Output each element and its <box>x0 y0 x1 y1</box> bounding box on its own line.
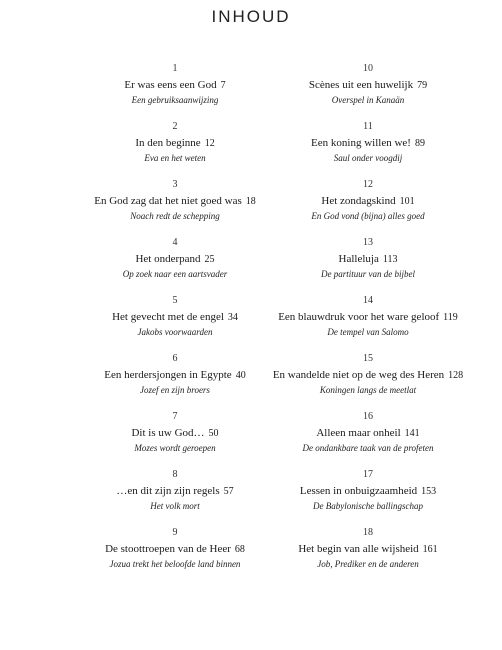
chapter-page: 50 <box>208 428 219 439</box>
toc-entry <box>253 180 483 221</box>
chapter-page: 68 <box>234 544 245 555</box>
chapter-number: 1 <box>172 63 178 74</box>
chapter-subtitle: En God vond (bijna) alles goed <box>311 211 425 221</box>
chapter-title: Er was eens een God <box>124 79 217 91</box>
chapter-number: 5 <box>172 295 178 306</box>
chapter-page: 128 <box>448 370 464 381</box>
toc-entry <box>253 354 483 395</box>
chapter-subtitle: De Babylonische ballingschap <box>313 501 423 511</box>
chapter-number: 11 <box>363 121 373 132</box>
chapter-subtitle: Saul onder voogdij <box>333 153 403 163</box>
chapter-title: In den beginne <box>135 137 201 149</box>
chapter-page: 18 <box>245 196 256 207</box>
chapter-page: 101 <box>399 196 415 207</box>
chapter-number: 6 <box>172 353 178 364</box>
chapter-page: 119 <box>443 312 458 323</box>
chapter-subtitle: Koningen langs de meetlat <box>319 385 417 395</box>
chapter-title: …en dit zijn zijn regels <box>116 485 220 497</box>
chapter-subtitle: De ondankbare taak van de profeten <box>302 443 434 453</box>
chapter-title-line <box>253 370 483 381</box>
chapter-title-line <box>253 196 483 207</box>
toc-entry <box>253 528 483 569</box>
chapter-page: 7 <box>220 80 226 91</box>
chapter-subtitle: De partituur van de bijbel <box>321 269 415 279</box>
chapter-page: 40 <box>235 370 246 381</box>
chapter-title: En God zag dat het niet goed was <box>94 195 242 207</box>
chapter-page: 12 <box>204 138 215 149</box>
chapter-number: 7 <box>172 411 178 422</box>
chapter-subtitle: Job, Prediker en de anderen <box>317 559 419 569</box>
chapter-title-line <box>253 544 483 555</box>
chapter-title: En wandelde niet op de weg des Heren <box>272 369 445 381</box>
toc-entry <box>253 470 483 511</box>
chapter-number: 12 <box>363 179 373 190</box>
chapter-subtitle: Jozua trekt het beloofde land binnen <box>109 559 241 569</box>
chapter-title-line <box>253 312 483 323</box>
chapter-subtitle: Een gebruiksaanwijzing <box>131 95 219 105</box>
toc-entry <box>253 64 483 105</box>
chapter-subtitle: Mozes wordt geroepen <box>134 443 216 453</box>
chapter-number: 18 <box>363 527 373 538</box>
chapter-page: 153 <box>421 486 437 497</box>
chapter-page: 25 <box>204 254 215 265</box>
chapter-title: Dit is uw God… <box>131 427 205 439</box>
toc-entry <box>253 412 483 453</box>
chapter-title: Het begin van alle wijsheid <box>298 543 419 555</box>
chapter-subtitle: Eva en het weten <box>144 153 206 163</box>
chapter-title: Halleluja <box>338 253 379 265</box>
chapter-subtitle: Overspel in Kanaän <box>331 95 405 105</box>
chapter-title-line <box>253 138 483 149</box>
chapter-page: 34 <box>227 312 238 323</box>
chapter-title: Een blauwdruk voor het ware geloof <box>278 311 440 323</box>
chapter-title: Het onderpand <box>135 253 201 265</box>
chapter-title-line <box>253 254 483 265</box>
chapter-number: 16 <box>363 411 373 422</box>
chapter-number: 14 <box>363 295 373 306</box>
chapter-number: 4 <box>172 237 178 248</box>
chapter-subtitle: Jakobs voorwaarden <box>137 327 213 337</box>
chapter-title: Een herdersjongen in Egypte <box>104 369 232 381</box>
chapter-title-line <box>253 486 483 497</box>
chapter-title: Scènes uit een huwelijk <box>308 79 414 91</box>
chapter-subtitle: Het volk mort <box>150 501 200 511</box>
chapter-title-line <box>253 80 483 91</box>
chapter-number: 15 <box>363 353 373 364</box>
chapter-page: 161 <box>422 544 438 555</box>
chapter-number: 9 <box>172 527 178 538</box>
chapter-title: Het zondagskind <box>321 195 396 207</box>
chapter-subtitle: Noach redt de schepping <box>130 211 220 221</box>
chapter-page: 79 <box>417 80 428 91</box>
chapter-title: Lessen in onbuigzaamheid <box>299 485 418 497</box>
chapter-number: 3 <box>172 179 178 190</box>
chapter-title: De stoottroepen van de Heer <box>105 543 231 555</box>
chapter-page: 57 <box>223 486 234 497</box>
chapter-number: 8 <box>172 469 178 480</box>
chapter-title-line <box>253 428 483 439</box>
toc-entry <box>253 122 483 163</box>
chapter-number: 2 <box>172 121 178 132</box>
chapter-subtitle: De tempel van Salomo <box>327 327 409 337</box>
chapter-page: 141 <box>404 428 420 439</box>
chapter-title: Een koning willen we! <box>311 137 411 149</box>
chapter-title: Alleen maar onheil <box>316 427 401 439</box>
chapter-title: Het gevecht met de engel <box>112 311 224 323</box>
chapter-number: 13 <box>363 237 373 248</box>
chapter-page: 113 <box>382 254 398 265</box>
chapter-subtitle: Jozef en zijn broers <box>140 385 210 395</box>
toc-entry <box>253 238 483 279</box>
chapter-page: 89 <box>414 138 425 149</box>
chapter-number: 10 <box>363 63 373 74</box>
chapter-number: 17 <box>363 469 373 480</box>
page-title: INHOUD <box>211 7 291 26</box>
toc-entry <box>253 296 483 337</box>
chapter-subtitle: Op zoek naar een aartsvader <box>122 269 228 279</box>
